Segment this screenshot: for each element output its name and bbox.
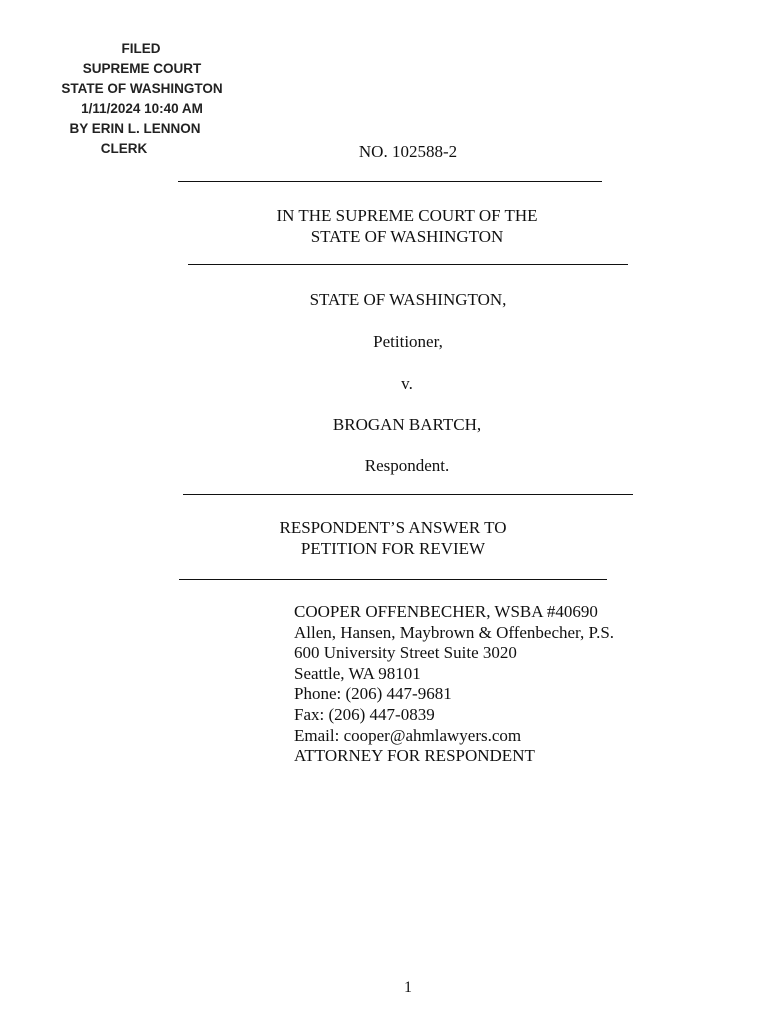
divider-4 <box>179 579 607 580</box>
respondent-name: BROGAN BARTCH, <box>332 415 482 434</box>
attorney-phone: Phone: (206) 447-9681 <box>294 684 452 704</box>
attorney-name: COOPER OFFENBECHER, WSBA #40690 <box>294 602 598 621</box>
stamp-filed: FILED <box>121 41 161 56</box>
attorney-role: ATTORNEY FOR RESPONDENT <box>294 746 535 766</box>
divider-3 <box>183 494 633 495</box>
attorney-block <box>294 602 614 767</box>
stamp-clerk-name: BY ERIN L. LENNON <box>69 121 201 136</box>
stamp-court: SUPREME COURT <box>82 61 202 76</box>
document-title-line2: PETITION FOR REVIEW <box>300 539 486 558</box>
stamp-clerk-title: CLERK <box>100 141 148 156</box>
attorney-fax: Fax: (206) 447-0839 <box>294 704 435 724</box>
court-name-line1: IN THE SUPREME COURT OF THE <box>276 206 538 225</box>
divider-2 <box>188 264 628 265</box>
court-name-line2: STATE OF WASHINGTON <box>310 227 504 246</box>
respondent-role: Respondent. <box>364 456 450 475</box>
attorney-email: Email: cooper@ahmlawyers.com <box>294 725 522 745</box>
attorney-firm: Allen, Hansen, Maybrown & Offenbecher, P.S. <box>294 622 615 642</box>
filing-stamp <box>52 39 232 159</box>
attorney-address-line2: Seattle, WA 98101 <box>294 663 421 683</box>
document-title-line1: RESPONDENT’S ANSWER TO <box>279 518 507 537</box>
stamp-datetime: 1/11/2024 10:40 AM <box>81 101 203 116</box>
attorney-address-line1: 600 University Street Suite 3020 <box>294 643 517 663</box>
case-number: NO. 102588-2 <box>358 142 458 161</box>
page-number: 1 <box>404 979 412 996</box>
divider-1 <box>178 181 602 182</box>
stamp-state: STATE OF WASHINGTON <box>61 81 223 96</box>
versus: v. <box>401 374 413 393</box>
petitioner-name: STATE OF WASHINGTON, <box>309 290 507 309</box>
petitioner-role: Petitioner, <box>373 332 443 351</box>
